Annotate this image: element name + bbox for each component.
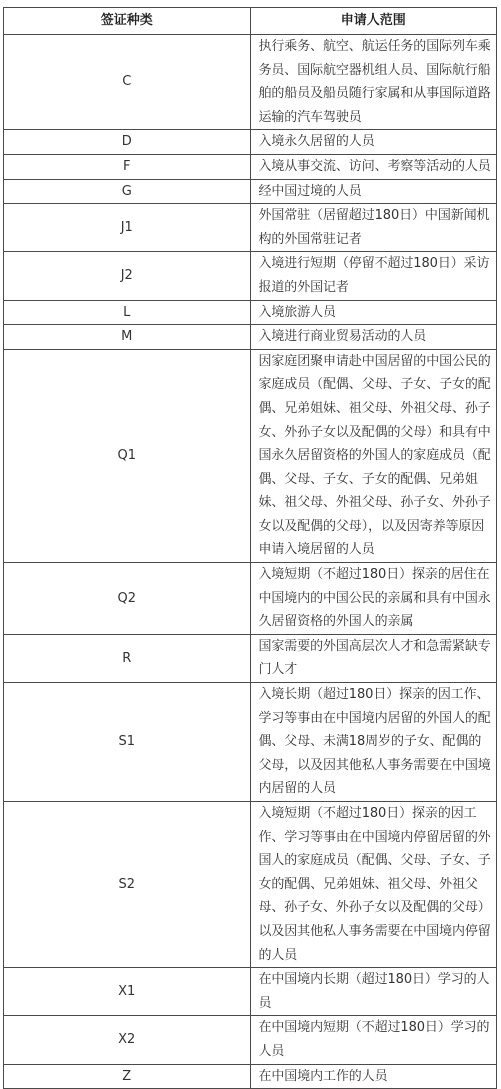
visa-table-container bbox=[3, 7, 497, 1089]
table-row bbox=[4, 325, 497, 350]
applicant-scope-cell: 执行乘务、航空、航运任务的国际列车乘务员、国际航空器机组人员、国际航行船舶的船员及船员随行家属和从事国际道路运输的汽车驾驶员 bbox=[250, 35, 497, 130]
table-row bbox=[4, 634, 497, 682]
table-row bbox=[4, 1064, 497, 1089]
table-row bbox=[4, 154, 497, 179]
applicant-scope-cell: 入境短期（不超过180日）探亲的居住在中国境内的中国公民的亲属和具有中国永久居留资格的外国人的亲属 bbox=[250, 563, 497, 635]
table-row bbox=[4, 179, 497, 204]
applicant-scope-cell: 在中国境内工作的人员 bbox=[250, 1064, 497, 1089]
table-row bbox=[4, 35, 497, 130]
visa-type-cell: D bbox=[4, 130, 251, 155]
applicant-scope-cell: 在中国境内长期（超过180日）学习的人员 bbox=[250, 968, 497, 1016]
visa-type-cell: R bbox=[4, 634, 251, 682]
header-applicant-scope: 申请人范围 bbox=[250, 8, 497, 35]
visa-type-cell: Q2 bbox=[4, 563, 251, 635]
visa-types-table bbox=[3, 7, 497, 1089]
visa-type-cell: S2 bbox=[4, 802, 251, 968]
visa-type-cell: F bbox=[4, 154, 251, 179]
visa-type-cell: Q1 bbox=[4, 349, 251, 562]
applicant-scope-cell: 入境旅游人员 bbox=[250, 300, 497, 325]
table-header-row bbox=[4, 8, 497, 35]
visa-type-cell: S1 bbox=[4, 683, 251, 802]
visa-type-cell: J2 bbox=[4, 252, 251, 300]
header-visa-type: 签证种类 bbox=[4, 8, 251, 35]
applicant-scope-cell: 因家庭团聚申请赴中国居留的中国公民的家庭成员（配偶、父母、子女、子女的配偶、兄弟姐妹、祖父母、外祖父母、孙子女、外孙子女以及配偶的父母）和具有中国永久居留资格的外国人的家庭成员（配偶、父母、子女、子女的配偶、兄弟姐妹、祖父母、外祖父母、孙子女、外孙子女以及配偶的父母），以及因寄养等原因申请入境居留的人员 bbox=[250, 349, 497, 562]
table-row bbox=[4, 252, 497, 300]
applicant-scope-cell: 入境短期（不超过180日）探亲的因工作、学习等事由在中国境内停留居留的外国人的家庭成员（配偶、父母、子女、子女的配偶、兄弟姐妹、祖父母、外祖父母、孙子女、外孙子女以及配偶的父母）以及因其他私人事务需要在中国境内停留的人员 bbox=[250, 802, 497, 968]
table-row bbox=[4, 968, 497, 1016]
visa-type-cell: G bbox=[4, 179, 251, 204]
table-row bbox=[4, 300, 497, 325]
visa-type-cell: L bbox=[4, 300, 251, 325]
applicant-scope-cell: 入境永久居留的人员 bbox=[250, 130, 497, 155]
visa-type-cell: C bbox=[4, 35, 251, 130]
applicant-scope-cell: 外国常驻（居留超过180日）中国新闻机构的外国常驻记者 bbox=[250, 204, 497, 252]
visa-type-cell: M bbox=[4, 325, 251, 350]
applicant-scope-cell: 入境长期（超过180日）探亲的因工作、学习等事由在中国境内居留的外国人的配偶、父母、未满18周岁的子女、配偶的父母，以及因其他私人事务需要在中国境内居留的人员 bbox=[250, 683, 497, 802]
table-row bbox=[4, 349, 497, 562]
table-row bbox=[4, 802, 497, 968]
applicant-scope-cell: 入境进行商业贸易活动的人员 bbox=[250, 325, 497, 350]
visa-type-cell: X2 bbox=[4, 1016, 251, 1064]
table-row bbox=[4, 130, 497, 155]
applicant-scope-cell: 入境从事交流、访问、考察等活动的人员 bbox=[250, 154, 497, 179]
applicant-scope-cell: 在中国境内短期（不超过180日）学习的人员 bbox=[250, 1016, 497, 1064]
visa-type-cell: Z bbox=[4, 1064, 251, 1089]
table-row bbox=[4, 563, 497, 635]
applicant-scope-cell: 经中国过境的人员 bbox=[250, 179, 497, 204]
table-row bbox=[4, 683, 497, 802]
applicant-scope-cell: 国家需要的外国高层次人才和急需紧缺专门人才 bbox=[250, 634, 497, 682]
table-row bbox=[4, 1016, 497, 1064]
visa-type-cell: J1 bbox=[4, 204, 251, 252]
applicant-scope-cell: 入境进行短期（停留不超过180日）采访报道的外国记者 bbox=[250, 252, 497, 300]
visa-type-cell: X1 bbox=[4, 968, 251, 1016]
table-row bbox=[4, 204, 497, 252]
